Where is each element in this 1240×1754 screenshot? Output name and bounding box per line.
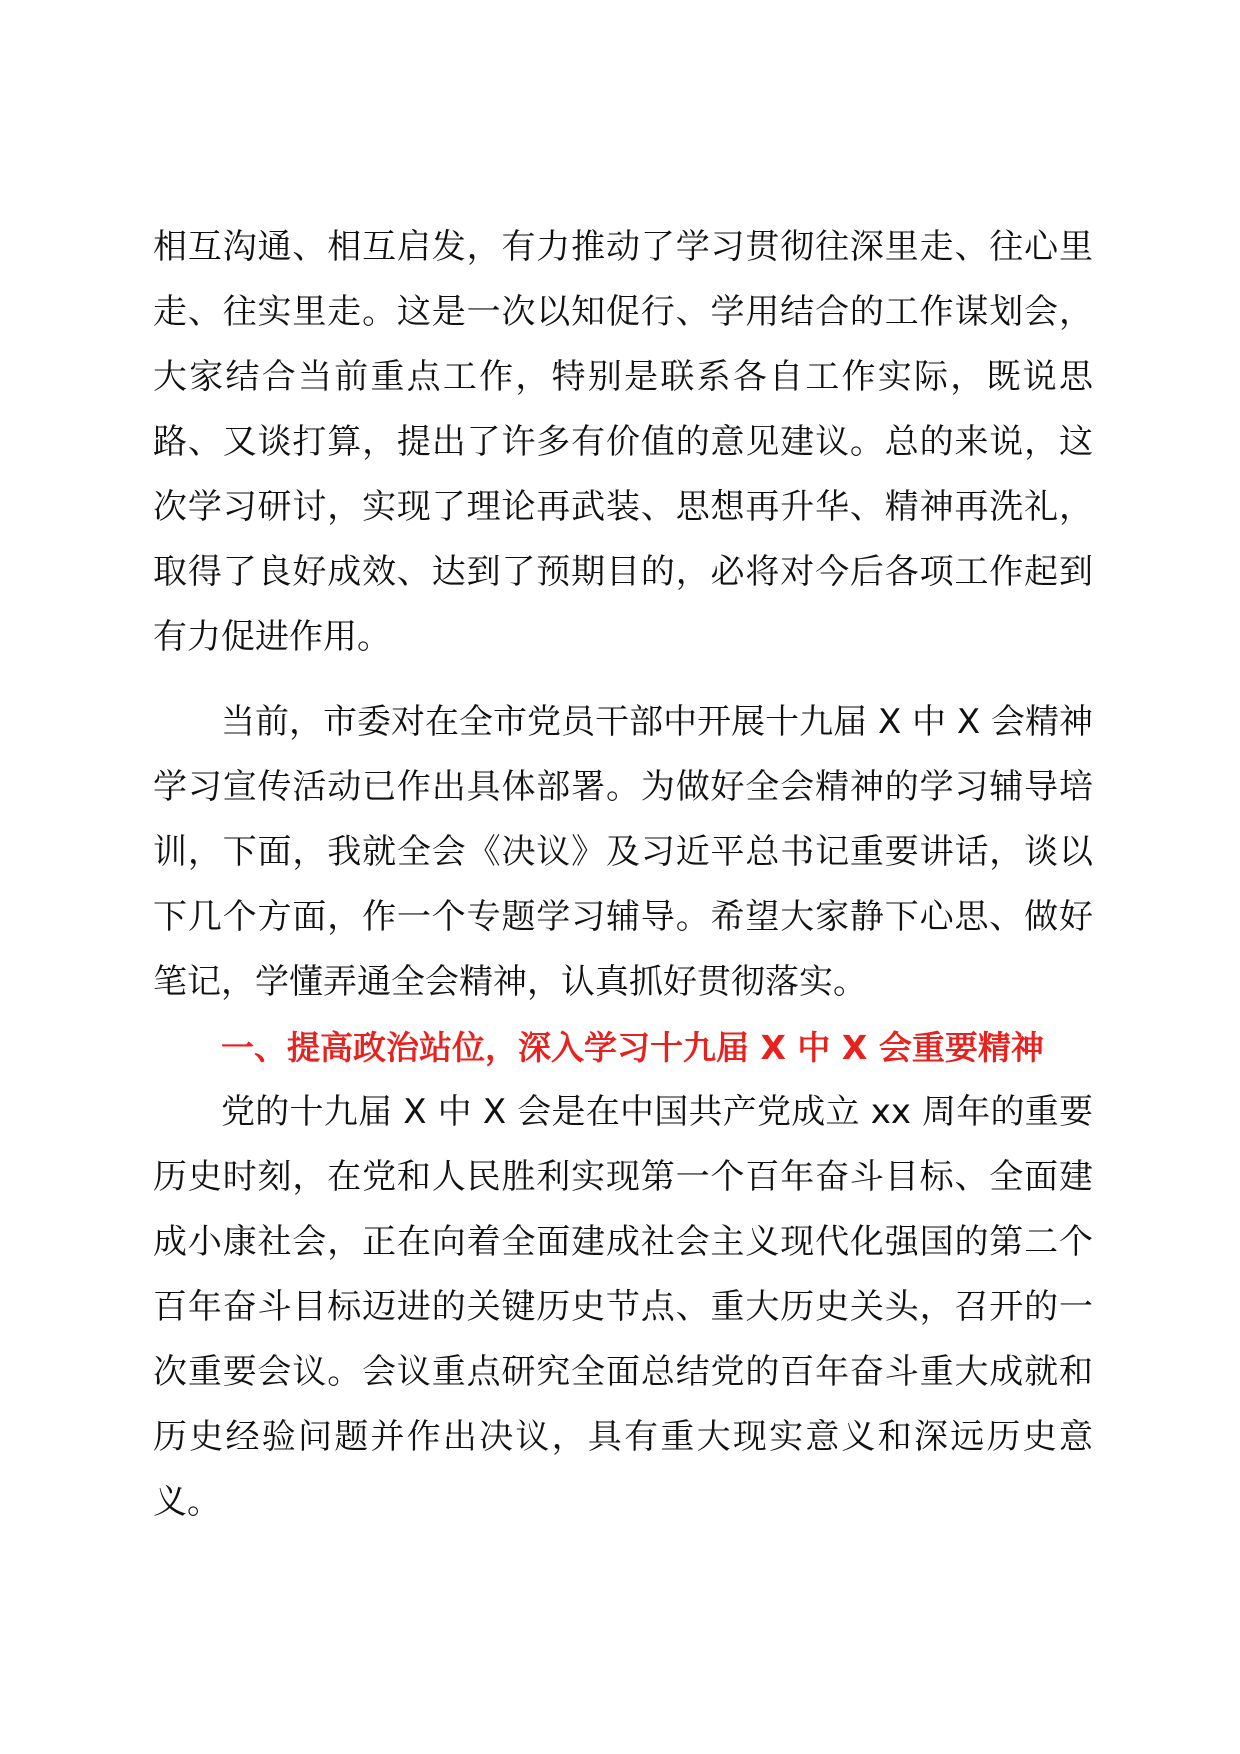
paragraph-section-one: 党的十九届 X 中 X 会是在中国共产党成立 xx 周年的重要历史时刻，在党和人民胜利实现第一个百年奋斗目标、全面建成小康社会，正在向着全面建成社会主义现代化强国的第二个百年奋斗目标迈进的关键历史节点、重大历史关头，召开的一次重要会议。会议重点研究全面总结党的百年奋斗重大成就和历史经验问题并作出决议，具有重大现实意义和深远历史意义。 <box>153 1092 1093 1522</box>
paragraph-current-arrangement: 当前，市委对在全市党员干部中开展十九届 X 中 X 会精神学习宣传活动已作出具体部署。为做好全会精神的学习辅导培训，下面，我就全会《决议》及习近平总书记重要讲话，谈以下几个方面，作一个专题学习辅导。希望大家静下心思、做好笔记，学懂弄通全会精神，认真抓好贯彻落实。 <box>153 702 1093 1002</box>
paragraph-intro-continuation: 相互沟通、相互启发，有力推动了学习贯彻往深里走、往心里走、往实里走。这是一次以知促行、学用结合的工作谋划会，大家结合当前重点工作，特别是联系各自工作实际，既说思路、又谈打算，提出了许多有价值的意见建议。总的来说，这次学习研讨，实现了理论再武装、思想再升华、精神再洗礼，取得了良好成效、达到了预期目的，必将对今后各项工作起到有力促进作用。 <box>153 227 1093 657</box>
document-body <box>153 215 1093 1535</box>
section-heading: 一、提高政治站位，深入学习十九届 X 中 X 会重要精神 <box>221 1028 1044 1067</box>
